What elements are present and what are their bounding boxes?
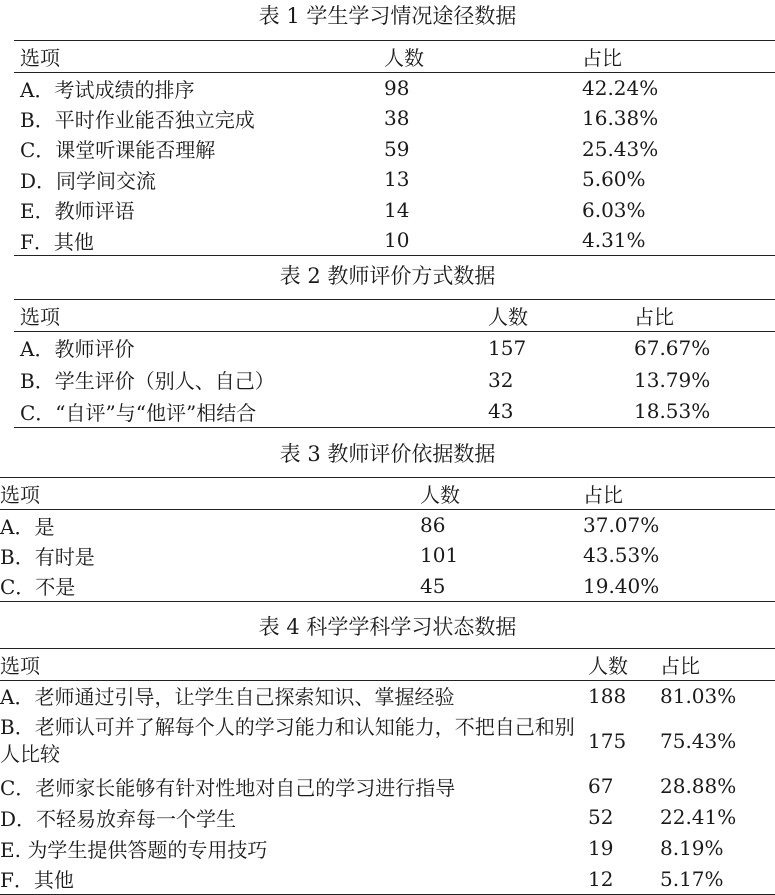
percent-cell: 37.07%	[583, 513, 660, 537]
table-row	[0, 771, 775, 802]
header-count: 人数	[488, 305, 528, 329]
count-cell: 86	[420, 513, 446, 537]
header-percent: 占比	[634, 305, 674, 329]
table-row	[14, 73, 775, 104]
percent-cell: 22.41%	[660, 805, 737, 829]
count-cell: 13	[384, 167, 410, 192]
count-cell: 52	[588, 805, 614, 829]
count-cell: 32	[488, 367, 514, 392]
table-2-header-row	[14, 300, 775, 332]
header-count: 人数	[588, 654, 628, 678]
table-row	[14, 103, 775, 134]
header-count: 人数	[420, 483, 460, 507]
percent-cell: 43.53%	[583, 543, 660, 568]
table-row	[14, 134, 775, 165]
table-row	[0, 802, 775, 833]
header-count: 人数	[384, 46, 424, 70]
option-cell: C．不是	[0, 575, 76, 599]
header-option: 选项	[20, 305, 60, 329]
count-cell: 101	[420, 543, 459, 568]
percent-cell: 28.88%	[660, 774, 737, 798]
percent-cell: 81.03%	[660, 683, 737, 708]
percent-cell: 25.43%	[582, 136, 659, 161]
table-row	[0, 571, 775, 602]
table-4-header-row	[0, 649, 775, 681]
option-cell: E. 为学生提供答题的专用技巧	[0, 837, 268, 862]
header-option: 选项	[0, 483, 40, 507]
option-cell: D．同学间交流	[20, 168, 157, 193]
header-option: 选项	[0, 654, 40, 678]
header-percent: 占比	[583, 483, 623, 507]
percent-cell: 67.67%	[634, 335, 711, 360]
table-row	[14, 396, 775, 428]
table-4-caption: 表 4 科学学科学习状态数据	[258, 615, 517, 639]
table-2	[14, 299, 775, 428]
table-row	[14, 195, 775, 226]
table-row	[14, 225, 775, 256]
percent-cell: 5.17%	[660, 866, 724, 891]
option-cell: C．老师家长能够有针对性地对自己的学习进行指导	[0, 775, 456, 800]
percent-cell: 18.53%	[634, 399, 711, 424]
percent-cell: 13.79%	[634, 367, 711, 392]
percent-cell: 6.03%	[582, 197, 646, 222]
table-row	[0, 864, 775, 895]
table-1-header-row	[14, 41, 775, 73]
option-cell: B．平时作业能否独立完成	[20, 107, 255, 132]
header-option: 选项	[20, 46, 60, 70]
table-row	[0, 540, 775, 571]
count-cell: 175	[588, 728, 627, 753]
option-cell: A．老师通过引导，让学生自己探索知识、掌握经验	[0, 685, 455, 710]
option-cell: C．“自评”与“他评”相结合	[20, 400, 257, 425]
option-cell: C．课堂听课能否理解	[20, 138, 216, 163]
count-cell: 98	[384, 76, 410, 100]
table-4	[0, 648, 775, 895]
option-cell: F．其他	[0, 868, 74, 893]
count-cell: 10	[384, 228, 410, 252]
table-1-caption: 表 1 学生学习情况途径数据	[258, 4, 517, 28]
table-1	[14, 40, 775, 256]
percent-cell: 16.38%	[582, 106, 659, 131]
option-cell: A．是	[0, 514, 55, 539]
percent-cell: 5.60%	[582, 167, 646, 192]
table-row	[14, 164, 775, 195]
count-cell: 157	[488, 335, 527, 360]
count-cell: 188	[588, 683, 627, 708]
percent-cell: 4.31%	[582, 228, 646, 252]
table-row	[0, 833, 775, 864]
option-cell: D．不轻易放弃每一个学生	[0, 806, 237, 831]
table-2-caption: 表 2 教师评价方式数据	[279, 264, 496, 288]
count-cell: 45	[420, 573, 446, 598]
option-cell: F．其他	[20, 229, 94, 254]
table-row	[0, 711, 775, 771]
count-cell: 59	[384, 136, 410, 161]
table-3	[0, 477, 775, 602]
option-cell: A．考试成绩的排序	[20, 77, 195, 102]
percent-cell: 8.19%	[660, 836, 724, 860]
header-percent: 占比	[660, 654, 700, 678]
percent-cell: 75.43%	[660, 728, 737, 753]
count-cell: 19	[588, 836, 614, 860]
count-cell: 14	[384, 197, 410, 222]
count-cell: 67	[588, 774, 614, 798]
percent-cell: 42.24%	[582, 76, 659, 100]
count-cell: 38	[384, 106, 410, 131]
table-3-caption: 表 3 教师评价依据数据	[279, 442, 496, 466]
count-cell: 12	[588, 866, 614, 891]
table-row	[0, 681, 775, 711]
option-cell: B．学生评价（别人、自己）	[20, 369, 275, 393]
table-row	[14, 364, 775, 396]
table-row	[14, 332, 775, 364]
count-cell: 43	[488, 399, 514, 424]
option-cell: B．老师认可并了解每个人的学习能力和认知能力，不把自己和别人比较	[0, 714, 575, 766]
table-row	[0, 510, 775, 541]
option-cell: B．有时是	[0, 544, 95, 569]
option-cell: A．教师评价	[20, 337, 135, 362]
table-3-header-row	[0, 478, 775, 510]
header-percent: 占比	[582, 46, 622, 70]
option-cell: E．教师评语	[20, 199, 135, 224]
percent-cell: 19.40%	[583, 573, 660, 598]
